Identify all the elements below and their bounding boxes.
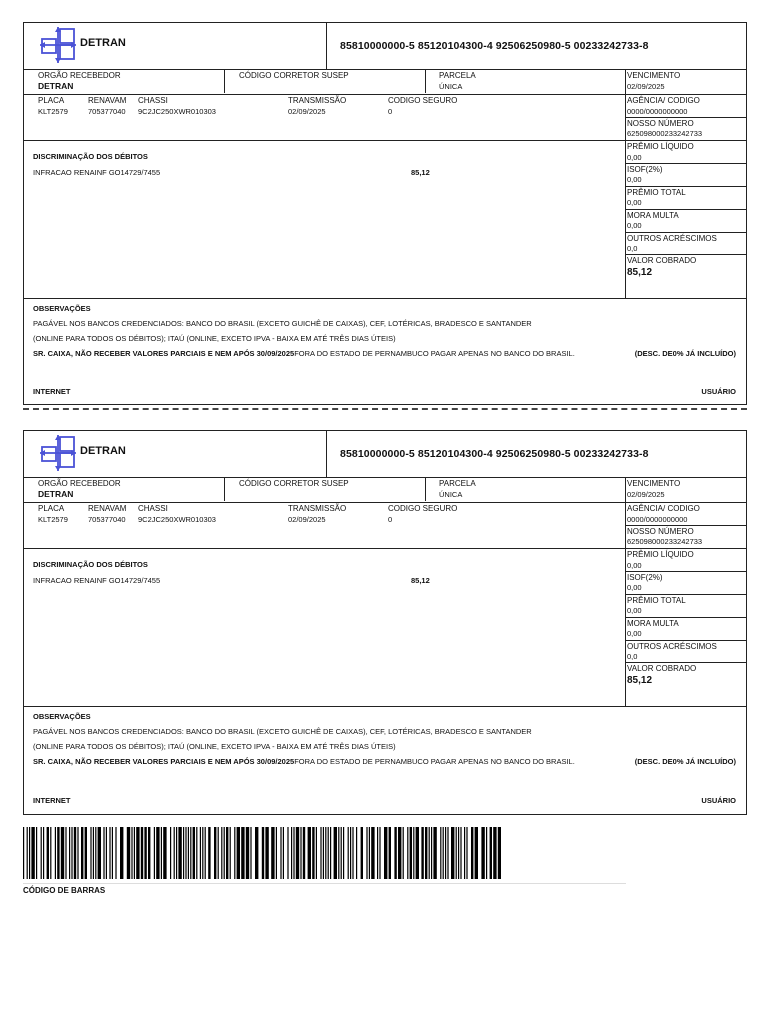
footer-usuario: USUÁRIO [701,387,736,396]
agencia-value: 0000/0000000000 [627,107,688,116]
barcode-bar [348,827,349,879]
row-divider [24,502,746,503]
barcode-bar [174,827,175,879]
barcode-bar [303,827,305,879]
barcode-bar [144,827,146,879]
field-divider [224,478,225,501]
barcode-bar [366,827,367,879]
barcode-bar [202,827,203,879]
barcode-divider [23,883,626,884]
parcela-label: PARCELA [439,71,476,80]
outros-acrescimos-value: 0,0 [627,652,638,661]
premio-liquido-value: 0,00 [627,153,642,162]
barcode-bar [265,827,268,879]
barcode-bar [237,827,240,879]
debito-amount: 85,12 [411,576,430,585]
renavam-label: RENAVAM [88,96,127,105]
valor-cobrado-value: 85,12 [627,267,653,278]
barcode-bar [55,827,56,879]
barcode-bar [90,827,91,879]
vencimento-value: 02/09/2025 [627,490,665,499]
barcode-bar [31,827,34,879]
barcode-bar [85,827,87,879]
barcode-bar [334,827,337,879]
barcode-bar [464,827,465,879]
barcode-bar [312,827,314,879]
barcode-bar [316,827,317,879]
right-column-divider [625,70,626,298]
barcode-bar [343,827,344,879]
nosso-numero-label: NOSSO NÚMERO [627,527,694,536]
barcode-bar [341,827,342,879]
parcela-value: ÚNICA [439,490,463,499]
outros-acrescimos-label: OUTROS ACRÉSCIMOS [627,642,717,651]
agencia-label: AGÊNCIA/ CODIGO [627,504,700,513]
barcode-bar [27,827,28,879]
outros-acrescimos-value: 0,0 [627,244,638,253]
premio-total-label: PRÊMIO TOTAL [627,188,686,197]
seguro-label: CODIGO SEGURO [388,504,458,513]
barcode-bar [389,827,391,879]
barcode-bar [185,827,186,879]
premio-liquido-value: 0,00 [627,561,642,570]
row-divider [625,640,746,641]
barcode-bar [440,827,441,879]
row-divider [24,94,746,95]
barcode-bar [330,827,331,879]
barcode-bar [221,827,222,879]
row-divider [24,298,746,299]
barcode-bar [190,827,191,879]
header-divider [326,23,327,70]
orgao-value: DETRAN [38,81,74,91]
renavam-label: RENAVAM [88,504,127,513]
barcode-bar [280,827,281,879]
premio-liquido-label: PRÊMIO LÍQUIDO [627,142,694,151]
barcode-bar [57,827,59,879]
chassi-value: 9C2JC250XWR010303 [138,515,216,524]
field-divider [224,70,225,93]
mora-multa-label: MORA MULTA [627,619,679,628]
nosso-numero-label: NOSSO NÚMERO [627,119,694,128]
barcode-bar [308,827,311,879]
barcode-bar [320,827,321,879]
barcode-bar [338,827,339,879]
seguro-value: 0 [388,107,393,116]
observacoes-line-2: (ONLINE PARA TODOS OS DÉBITOS); ITAÚ (ONLINE, EXCETO IPVA - BAIXA EM ATÉ TRÊS DIAS ÚTEIS) [33,742,396,751]
barcode-bar [271,827,274,879]
barcode-bar [394,827,396,879]
barcode-bar [170,827,171,879]
nosso-numero-value: 625098000233242733 [627,537,703,546]
renavam-value: 705377040 [88,107,126,116]
detran-logo-icon [40,435,76,471]
observacoes-line-1: PAGÁVEL NOS BANCOS CREDENCIADOS: BANCO DO BRASIL (EXCETO GUICHÊ DE CAIXAS), CEF, LOTÉRICAS, BRADESCO E SANTANDER [33,319,532,328]
barcode-bar [230,827,231,879]
valor-cobrado-label: VALOR COBRADO [627,664,697,673]
parcela-label: PARCELA [439,479,476,488]
barcode-bar [458,827,459,879]
premio-total-label: PRÊMIO TOTAL [627,596,686,605]
barcode-bar [141,827,143,879]
agencia-value: 0000/0000000000 [627,515,688,524]
barcode-bar [451,827,454,879]
barcode-bar [200,827,201,879]
renavam-value: 705377040 [88,515,126,524]
barcode-bar [208,827,210,879]
barcode-bar [460,827,461,879]
detran-logo-icon [40,27,76,63]
observacoes-line-1: PAGÁVEL NOS BANCOS CREDENCIADOS: BANCO DO BRASIL (EXCETO GUICHÊ DE CAIXAS), CEF, LOTÉRICAS, BRADESCO E SANTANDER [33,727,532,736]
barcode-bar [431,827,432,879]
observacoes-warning: SR. CAIXA, NÃO RECEBER VALORES PARCIAIS E NEM APÓS 30/09/2025 [33,757,295,766]
barcode-bar [69,827,70,879]
barcode-bar [425,827,427,879]
barcode-bar [161,827,162,879]
row-divider [625,662,746,663]
barcode-bar [98,827,101,879]
placa-value: KLT2579 [38,515,68,524]
barcode-bar [352,827,353,879]
barcode-bar [283,827,284,879]
barcode-bar [120,827,123,879]
barcode-bar [466,827,467,879]
barcode-bar [188,827,189,879]
observacoes-warning: SR. CAIXA, NÃO RECEBER VALORES PARCIAIS E NEM APÓS 30/09/2025 [33,349,295,358]
barcode-bar [429,827,430,879]
barcode-bar [81,827,83,879]
isof-value: 0,00 [627,583,642,592]
barcode-bar [205,827,206,879]
transmissao-value: 02/09/2025 [288,515,326,524]
debito-item: INFRACAO RENAINF GO14729/7455 [33,576,161,585]
barcode-bar [377,827,378,879]
barcode-bar [36,827,37,879]
barcode-bar [127,827,130,879]
barcode-bar [196,827,197,879]
row-divider [625,525,746,526]
barcode-bar [471,827,473,879]
barcode-bar [255,827,258,879]
mora-multa-value: 0,00 [627,629,642,638]
row-divider [625,617,746,618]
valor-cobrado-label: VALOR COBRADO [627,256,697,265]
footer-internet: INTERNET [33,796,71,805]
debito-amount: 85,12 [411,168,430,177]
field-divider [425,478,426,501]
cut-line [23,408,747,410]
barcode-bar [416,827,419,879]
premio-total-value: 0,00 [627,606,642,615]
placa-value: KLT2579 [38,107,68,116]
barcode-bar [109,827,110,879]
barcode-bar [350,827,351,879]
field-divider [425,70,426,93]
barcode-bar [154,827,155,879]
orgao-label: ORGÃO RECEBEDOR [38,479,121,488]
seguro-value: 0 [388,515,393,524]
barcode-bar [148,827,150,879]
barcode-bar [325,827,326,879]
barcode-bar [112,827,113,879]
row-divider [625,186,746,187]
premio-total-value: 0,00 [627,198,642,207]
barcode-bar [178,827,181,879]
barcode-bar [403,827,404,879]
desconto-note: (DESC. DE0% JÁ INCLUÍDO) [634,757,736,766]
barcode-bar [234,827,235,879]
row-divider [24,140,746,141]
barcode-bar [410,827,412,879]
chassi-value: 9C2JC250XWR010303 [138,107,216,116]
barcode-bar [486,827,487,879]
barcode-bar [193,827,195,879]
row-divider [625,163,746,164]
barcode-bar [493,827,496,879]
barcode-label: CÓDIGO DE BARRAS [23,886,106,895]
observacoes-title: OBSERVAÇÕES [33,304,91,313]
barcode-bar [443,827,444,879]
isof-label: ISOF(2%) [627,165,663,174]
barcode-bar [447,827,448,879]
debito-item: INFRACAO RENAINF GO14729/7455 [33,168,161,177]
barcode-bar [246,827,249,879]
barcode-bar [65,827,66,879]
mora-multa-label: MORA MULTA [627,211,679,220]
vencimento-label: VENCIMENTO [627,479,681,488]
barcode-bar [490,827,492,879]
barcode-bar [371,827,374,879]
barcode-bar [361,827,363,879]
row-divider [625,232,746,233]
observacoes-title: OBSERVAÇÕES [33,712,91,721]
row-divider [625,594,746,595]
brand-name: DETRAN [80,445,126,457]
orgao-label: ORGÃO RECEBEDOR [38,71,121,80]
row-divider [625,209,746,210]
barcode-image [23,827,501,879]
barcode-bar [106,827,107,879]
slip-header [24,431,746,478]
barcode-bar [47,827,49,879]
barcode-bar [224,827,225,879]
barcode-bar [226,827,228,879]
row-divider [625,254,746,255]
brand-name: DETRAN [80,37,126,49]
valor-cobrado-value: 85,12 [627,675,653,686]
vencimento-value: 02/09/2025 [627,82,665,91]
barcode-bar [131,827,132,879]
barcode-bar [433,827,436,879]
barcode-bar [241,827,244,879]
barcode-bar [41,827,42,879]
linha-digitavel: 85810000000-5 85120104300-4 92506250980-5 00233242733-8 [340,448,649,460]
outros-acrescimos-label: OUTROS ACRÉSCIMOS [627,234,717,243]
parcela-value: ÚNICA [439,82,463,91]
barcode-bar [262,827,264,879]
transmissao-label: TRANSMISSÃO [288,96,347,105]
linha-digitavel: 85810000000-5 85120104300-4 92506250980-5 00233242733-8 [340,40,649,52]
header-divider [326,431,327,478]
footer-usuario: USUÁRIO [701,796,736,805]
footer-internet: INTERNET [33,387,71,396]
barcode-bar [183,827,184,879]
debitos-title: DISCRIMINAÇÃO DOS DÉBITOS [33,560,148,569]
premio-liquido-label: PRÊMIO LÍQUIDO [627,550,694,559]
barcode-bar [156,827,159,879]
barcode-bar [276,827,277,879]
observacoes-line-2: (ONLINE PARA TODOS OS DÉBITOS); ITAÚ (ONLINE, EXCETO IPVA - BAIXA EM ATÉ TRÊS DIAS ÚTEIS) [33,334,396,343]
barcode-bar [300,827,301,879]
mora-multa-value: 0,00 [627,221,642,230]
barcode-bar [50,827,51,879]
barcode-bar [323,827,324,879]
payment-slip-copy-2 [23,430,747,815]
observacoes-line-3-rest: FORA DO ESTADO DE PERNAMBUCO PAGAR APENAS NO BANCO DO BRASIL. [294,757,575,766]
barcode-bar [74,827,76,879]
isof-value: 0,00 [627,175,642,184]
barcode-bar [115,827,116,879]
agencia-label: AGÊNCIA/ CODIGO [627,96,700,105]
row-divider [625,571,746,572]
corretor-label: CÓDIGO CORRETOR SUSEP [239,71,349,80]
payment-slip-copy-1 [23,22,747,405]
barcode-bar [136,827,139,879]
barcode-bar [407,827,408,879]
barcode-bar [214,827,216,879]
row-divider [625,117,746,118]
barcode-bar [445,827,446,879]
barcode-bar [456,827,457,879]
vencimento-label: VENCIMENTO [627,71,681,80]
transmissao-value: 02/09/2025 [288,107,326,116]
barcode-bar [398,827,401,879]
barcode-bar [291,827,292,879]
barcode-bar [134,827,135,879]
orgao-value: DETRAN [38,489,74,499]
barcode-bar [356,827,357,879]
barcode-bar [218,827,219,879]
barcode-bar [23,827,24,879]
barcode-bar [421,827,423,879]
placa-label: PLACA [38,504,65,513]
chassi-label: CHASSI [138,96,168,105]
barcode-bar [93,827,94,879]
placa-label: PLACA [38,96,65,105]
barcode-bar [413,827,414,879]
observacoes-line-3 [33,349,575,358]
barcode-bar [475,827,478,879]
observacoes-line-3 [33,757,575,766]
barcode-bar [250,827,251,879]
barcode-bar [328,827,329,879]
barcode-bar [384,827,387,879]
seguro-label: CODIGO SEGURO [388,96,458,105]
barcode-bar [103,827,104,879]
barcode-bar [293,827,294,879]
slip-header [24,23,746,70]
barcode-bar [369,827,370,879]
barcode-bar [71,827,72,879]
barcode-bar [287,827,288,879]
desconto-note: (DESC. DE0% JÁ INCLUÍDO) [634,349,736,358]
barcode-bar [176,827,177,879]
barcode-bar [29,827,30,879]
row-divider [24,548,746,549]
isof-label: ISOF(2%) [627,573,663,582]
corretor-label: CÓDIGO CORRETOR SUSEP [239,479,349,488]
debitos-title: DISCRIMINAÇÃO DOS DÉBITOS [33,152,148,161]
barcode-bar [95,827,96,879]
barcode-bar [481,827,484,879]
transmissao-label: TRANSMISSÃO [288,504,347,513]
right-column-divider [625,478,626,706]
nosso-numero-value: 625098000233242733 [627,129,703,138]
barcode-bar [61,827,64,879]
barcode-bar [498,827,501,879]
barcode-bar [296,827,299,879]
barcode-bar [379,827,380,879]
barcode-bar [43,827,44,879]
row-divider [24,706,746,707]
observacoes-line-3-rest: FORA DO ESTADO DE PERNAMBUCO PAGAR APENAS NO BANCO DO BRASIL. [294,349,575,358]
barcode-bar [77,827,78,879]
chassi-label: CHASSI [138,504,168,513]
barcode-bar [163,827,166,879]
